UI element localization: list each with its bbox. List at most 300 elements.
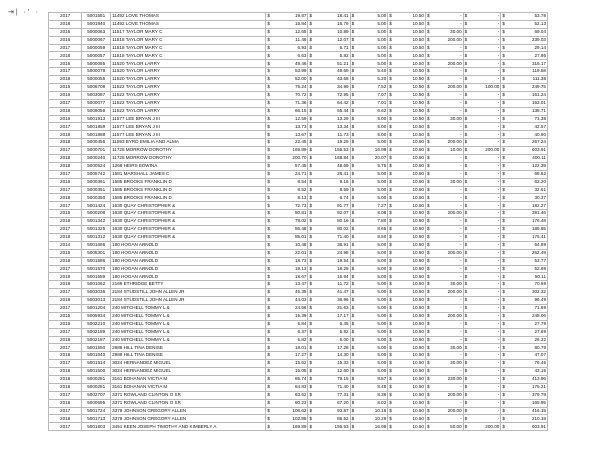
account-cell: 5000077: [82, 99, 111, 107]
total-cell: [501, 147, 548, 155]
currency-symbol: $: [464, 44, 468, 50]
account-cell: 5001204: [82, 304, 111, 312]
cell-value: 29.14: [534, 44, 546, 50]
currency-symbol: $: [502, 265, 505, 271]
amount-cell: [308, 84, 350, 92]
fee-cell: [425, 194, 463, 202]
year-cell: 2016: [49, 60, 82, 68]
fee-cell: [425, 147, 463, 155]
table-row: [49, 304, 548, 312]
currency-symbol: $: [464, 99, 468, 105]
currency-symbol: $: [389, 344, 392, 350]
currency-symbol: $: [267, 423, 270, 429]
currency-symbol: $: [309, 123, 313, 129]
amount-cell: [266, 233, 308, 241]
currency-symbol: $: [267, 352, 270, 358]
currency-symbol: $: [267, 249, 270, 255]
cell-value: 200.00: [447, 391, 462, 397]
cell-value: 5.00: [377, 52, 387, 58]
cell-value: -: [460, 368, 462, 374]
currency-symbol: $: [351, 52, 355, 58]
currency-symbol: $: [267, 281, 270, 287]
amount-cell: [266, 368, 308, 376]
amount-cell: [308, 210, 350, 218]
cell-value: -: [460, 13, 462, 19]
currency-symbol: $: [309, 76, 313, 82]
total-cell: [501, 312, 548, 320]
currency-symbol: $: [502, 36, 505, 42]
currency-symbol: $: [389, 242, 392, 248]
year-cell: 2017: [49, 407, 82, 415]
currency-symbol: $: [309, 242, 313, 248]
total-cell: [501, 304, 548, 312]
account-cell: 5005301: [82, 249, 111, 257]
cell-value: 7.01: [377, 99, 387, 105]
fee-cell: [463, 186, 501, 194]
fee-cell: [388, 360, 426, 368]
amount-cell: [308, 360, 350, 368]
currency-symbol: $: [389, 186, 392, 192]
cell-value: 30.00: [450, 344, 462, 350]
currency-symbol: $: [351, 139, 355, 145]
fee-cell: [350, 265, 388, 273]
currency-symbol: $: [426, 44, 430, 50]
table-row: [49, 328, 548, 336]
currency-symbol: $: [309, 407, 313, 413]
year-cell: 2015: [49, 249, 82, 257]
year-cell: 2016: [49, 320, 82, 328]
cell-value: 100.00: [485, 84, 500, 90]
currency-symbol: $: [309, 423, 313, 429]
tax-records-sheet: [48, 12, 548, 456]
currency-symbol: $: [309, 384, 313, 390]
total-cell: [501, 13, 548, 21]
amount-cell: [308, 99, 350, 107]
currency-symbol: $: [267, 13, 270, 19]
fee-cell: [388, 320, 426, 328]
cell-value: 603.91: [531, 147, 546, 153]
cell-value: -: [497, 123, 500, 129]
table-row: [49, 44, 548, 52]
currency-symbol: $: [389, 265, 392, 271]
cell-value: 156.53: [334, 423, 349, 429]
cell-value: 30.37: [534, 194, 546, 200]
currency-symbol: $: [351, 36, 355, 42]
amount-cell: [266, 28, 308, 36]
currency-symbol: $: [267, 202, 270, 208]
currency-symbol: $: [502, 68, 505, 74]
cell-value: 5.84: [297, 320, 307, 326]
amount-cell: [308, 233, 350, 241]
cell-value: 10.50: [412, 336, 424, 342]
currency-symbol: $: [389, 415, 392, 421]
fee-cell: [388, 241, 426, 249]
cell-value: 70.69: [534, 281, 546, 287]
currency-symbol: $: [389, 36, 392, 42]
total-cell: [501, 233, 548, 241]
cell-value: 22.45: [294, 139, 307, 145]
currency-symbol: $: [389, 384, 392, 390]
cell-value: 64.42: [337, 99, 349, 105]
cell-value: 122.39: [531, 163, 546, 169]
cell-value: -: [460, 226, 462, 232]
currency-symbol: $: [426, 234, 430, 240]
owner-cell: 240 MITCHELL TOMMY L &: [111, 312, 266, 320]
cell-value: 86.48: [294, 226, 307, 232]
cell-value: 7.07: [377, 92, 387, 98]
currency-symbol: $: [502, 344, 505, 350]
currency-symbol: $: [309, 297, 313, 303]
currency-symbol: $: [309, 305, 313, 311]
table-row: [49, 257, 548, 265]
cell-value: 10.50: [412, 155, 424, 161]
amount-cell: [266, 162, 308, 170]
year-cell: 2018: [49, 375, 82, 383]
cell-value: -: [497, 21, 500, 27]
amount-cell: [266, 273, 308, 281]
currency-symbol: $: [464, 194, 468, 200]
currency-symbol: $: [351, 399, 355, 405]
currency-symbol: $: [309, 139, 313, 145]
fee-cell: [425, 320, 463, 328]
fee-cell: [350, 147, 388, 155]
owner-cell: 2988 HILL TINA DENISE: [111, 352, 266, 360]
currency-symbol: $: [502, 234, 505, 240]
currency-symbol: $: [464, 320, 468, 326]
owner-cell: 1630 QUAY CHRISTOPHER &: [111, 210, 266, 218]
cell-value: -: [497, 407, 500, 413]
currency-symbol: $: [389, 368, 392, 374]
fee-cell: [350, 115, 388, 123]
owner-cell: 11577 LEE BRYAN J III: [111, 115, 266, 123]
cell-value: 10.50: [412, 36, 424, 42]
cell-value: 57.45: [294, 163, 307, 169]
currency-symbol: $: [426, 171, 430, 176]
cell-value: 17.17: [337, 313, 349, 319]
currency-symbol: $: [389, 281, 392, 287]
table-row: [49, 170, 548, 178]
cell-value: 12.60: [337, 368, 349, 374]
currency-symbol: $: [309, 226, 313, 232]
currency-symbol: $: [389, 13, 392, 19]
fee-cell: [463, 107, 501, 115]
fee-cell: [425, 218, 463, 226]
currency-symbol: $: [309, 163, 313, 169]
currency-symbol: $: [389, 28, 392, 34]
table-row: [49, 226, 548, 234]
cell-value: 10.50: [412, 171, 424, 176]
cell-value: 15.62: [294, 360, 307, 366]
cell-value: -: [460, 163, 462, 169]
fee-cell: [388, 328, 426, 336]
account-cell: 5001550: [82, 344, 111, 352]
account-cell: 5000524: [82, 162, 111, 170]
owner-cell: 180 HOGAN ARNOLD: [111, 265, 266, 273]
cell-value: -: [497, 273, 500, 279]
table-row: [49, 297, 548, 305]
currency-symbol: $: [309, 107, 313, 113]
currency-symbol: $: [426, 60, 430, 66]
cell-value: 10.50: [412, 92, 424, 98]
year-cell: 2017: [49, 289, 82, 297]
total-cell: [501, 297, 548, 305]
table-row: [49, 415, 548, 423]
currency-symbol: $: [502, 376, 505, 382]
cell-value: 12.65: [294, 28, 307, 34]
amount-cell: [266, 178, 308, 186]
fee-cell: [350, 13, 388, 21]
cell-value: 34.99: [337, 84, 349, 90]
fee-cell: [388, 399, 426, 407]
account-cell: 5000281: [82, 375, 111, 383]
table-row: [49, 36, 548, 44]
cell-value: 70.72: [294, 92, 307, 98]
currency-symbol: $: [267, 320, 270, 326]
year-cell: 2018: [49, 273, 82, 281]
fee-cell: [463, 383, 501, 391]
currency-symbol: $: [502, 320, 505, 326]
currency-symbol: $: [351, 99, 355, 105]
amount-cell: [308, 249, 350, 257]
fee-cell: [425, 233, 463, 241]
currency-symbol: $: [351, 44, 355, 50]
fee-cell: [350, 423, 388, 431]
cell-value: 22.01: [294, 249, 307, 255]
cell-value: 27.79: [534, 320, 546, 326]
currency-symbol: $: [389, 297, 392, 303]
table-row: [49, 407, 548, 415]
cell-value: 10.50: [412, 210, 424, 216]
currency-symbol: $: [389, 313, 392, 319]
amount-cell: [266, 241, 308, 249]
amount-cell: [308, 289, 350, 297]
cell-value: -: [497, 92, 500, 98]
cell-value: 18.73: [294, 257, 307, 263]
cell-value: -: [497, 399, 500, 405]
currency-symbol: $: [389, 218, 392, 224]
fee-cell: [388, 84, 426, 92]
currency-symbol: $: [502, 52, 505, 58]
currency-symbol: $: [502, 84, 505, 90]
cell-value: 10.50: [412, 68, 424, 74]
amount-cell: [266, 249, 308, 257]
currency-symbol: $: [267, 328, 270, 334]
year-cell: 2018: [49, 383, 82, 391]
amount-cell: [308, 312, 350, 320]
account-cell: 5001514: [82, 360, 111, 368]
cell-value: 10.50: [412, 313, 424, 319]
cell-value: 79.15: [337, 376, 349, 382]
cell-value: 31.63: [337, 305, 349, 311]
amount-cell: [308, 36, 350, 44]
cell-value: -: [497, 52, 500, 58]
cell-value: 10.50: [412, 226, 424, 232]
fee-cell: [463, 336, 501, 344]
currency-symbol: $: [389, 92, 392, 98]
currency-symbol: $: [309, 415, 313, 421]
cell-value: 13.73: [294, 123, 307, 129]
fee-cell: [425, 131, 463, 139]
cell-value: 36.96: [337, 297, 349, 303]
amount-cell: [308, 383, 350, 391]
account-cell: 5002707: [82, 391, 111, 399]
table-row: [49, 20, 548, 28]
owner-cell: 1630 QUAY CHRISTOPHER &: [111, 218, 266, 226]
currency-symbol: $: [426, 76, 430, 82]
cell-value: 49.69: [337, 68, 349, 74]
account-cell: 5001859: [82, 123, 111, 131]
currency-symbol: $: [351, 202, 355, 208]
cell-value: 84.83: [294, 384, 307, 390]
cell-value: 67.20: [337, 399, 349, 405]
cell-value: 169.89: [292, 423, 307, 429]
cell-value: 10.50: [412, 249, 424, 255]
cell-value: 53.77: [534, 257, 546, 263]
cell-value: 44.03: [294, 297, 307, 303]
year-cell: 2018: [49, 76, 82, 84]
amount-cell: [308, 91, 350, 99]
currency-symbol: $: [502, 131, 505, 137]
cell-value: 10.50: [412, 28, 424, 34]
cell-value: 10.29: [374, 415, 387, 421]
currency-symbol: $: [351, 249, 355, 255]
currency-symbol: $: [267, 36, 270, 42]
fee-cell: [350, 170, 388, 178]
amount-cell: [266, 84, 308, 92]
currency-symbol: $: [267, 28, 270, 34]
currency-symbol: $: [464, 328, 468, 334]
cell-value: 5.00: [377, 320, 387, 326]
owner-cell: 11518 TAYLOR MARY C: [111, 44, 266, 52]
currency-symbol: $: [389, 76, 392, 82]
fee-cell: [463, 123, 501, 131]
cell-value: 24.56: [294, 305, 307, 311]
year-cell: 2018: [49, 20, 82, 28]
currency-symbol: $: [267, 265, 270, 271]
currency-symbol: $: [389, 147, 392, 153]
fee-cell: [463, 391, 501, 399]
amount-cell: [308, 344, 350, 352]
owner-cell: 11518 TAYLOR MARY C: [111, 52, 266, 60]
account-cell: 5005934: [82, 312, 111, 320]
currency-symbol: $: [309, 115, 313, 121]
cell-value: 27.95: [534, 52, 546, 58]
cell-value: 5.00: [377, 257, 387, 263]
currency-symbol: $: [464, 415, 468, 421]
owner-cell: 240 MITCHELL TOMMY L &: [111, 336, 266, 344]
cell-value: 10.50: [412, 99, 424, 105]
account-cell: 5000695: [82, 399, 111, 407]
currency-symbol: $: [309, 84, 313, 90]
currency-symbol: $: [426, 123, 430, 129]
cell-value: -: [460, 352, 462, 358]
table-row: [49, 320, 548, 328]
amount-cell: [308, 297, 350, 305]
cell-value: 200.00: [447, 139, 462, 145]
year-cell: 2014: [49, 241, 82, 249]
amount-cell: [308, 407, 350, 415]
currency-symbol: $: [464, 28, 468, 34]
currency-symbol: $: [426, 305, 430, 311]
amount-cell: [308, 368, 350, 376]
owner-cell: 11520 TAYLOR LARRY: [111, 60, 266, 68]
cell-value: 10.50: [412, 218, 424, 224]
cell-value: 10.50: [412, 234, 424, 240]
cell-value: 8.48: [377, 384, 387, 390]
fee-cell: [350, 91, 388, 99]
year-cell: 2017: [49, 123, 82, 131]
currency-symbol: $: [426, 407, 430, 413]
owner-cell: 180 HOGAN ARNOLD: [111, 257, 266, 265]
owner-cell: 11522 TAYLOR LARRY: [111, 91, 266, 99]
currency-symbol: $: [464, 376, 468, 382]
cell-value: 200.70: [292, 155, 307, 161]
fee-cell: [463, 99, 501, 107]
currency-symbol: $: [502, 297, 505, 303]
currency-symbol: $: [309, 249, 313, 255]
currency-symbol: $: [267, 155, 270, 161]
year-cell: 2018: [49, 233, 82, 241]
account-cell: 5003013: [82, 297, 111, 305]
currency-symbol: $: [309, 155, 313, 161]
cell-value: 5.40: [377, 68, 387, 74]
amount-cell: [266, 336, 308, 344]
fee-cell: [425, 99, 463, 107]
currency-symbol: $: [389, 423, 392, 429]
fee-cell: [463, 115, 501, 123]
owner-cell: 11522 TAYLOR LARRY: [111, 99, 266, 107]
fee-cell: [425, 415, 463, 423]
fee-cell: [425, 36, 463, 44]
owner-cell: 3378 JOHNSON GREGORY ALLEN: [111, 407, 266, 415]
cell-value: 71.38: [534, 115, 546, 121]
total-cell: [501, 360, 548, 368]
table-row: [49, 360, 548, 368]
cell-value: 92.07: [337, 210, 349, 216]
table-row: [49, 13, 548, 21]
cell-value: 10.50: [412, 52, 424, 58]
fee-cell: [425, 139, 463, 147]
currency-symbol: $: [267, 76, 270, 82]
fee-cell: [463, 281, 501, 289]
table-row: [49, 344, 548, 352]
cell-value: 41.47: [337, 289, 349, 295]
table-row: [49, 249, 548, 257]
total-cell: [501, 368, 548, 376]
account-cell: 5001940: [82, 20, 111, 28]
cell-value: 16.99: [374, 147, 387, 153]
cell-value: 5.00: [377, 60, 387, 66]
currency-symbol: $: [267, 123, 270, 129]
cell-value: 10.50: [412, 281, 424, 287]
currency-symbol: $: [426, 210, 430, 216]
currency-symbol: $: [464, 52, 468, 58]
currency-symbol: $: [351, 297, 355, 303]
cell-value: 15.05: [294, 368, 307, 374]
cell-value: -: [497, 360, 500, 366]
currency-symbol: $: [389, 139, 392, 145]
cell-value: 5.00: [377, 352, 387, 358]
total-cell: [501, 91, 548, 99]
currency-symbol: $: [389, 84, 392, 90]
currency-symbol: $: [502, 115, 505, 121]
cell-value: 30.00: [450, 360, 462, 366]
cell-value: 71.69: [534, 305, 546, 311]
currency-symbol: $: [464, 265, 468, 271]
fee-cell: [350, 186, 388, 194]
currency-symbol: $: [502, 147, 505, 153]
amount-cell: [308, 336, 350, 344]
